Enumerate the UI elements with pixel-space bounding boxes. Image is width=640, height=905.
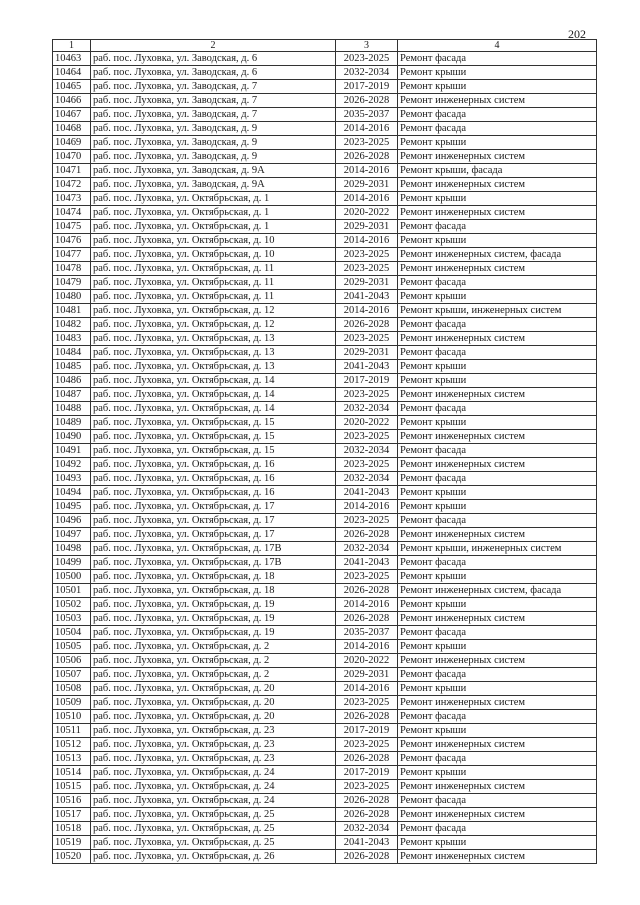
address-cell: раб. пос. Луховка, ул. Октябрьская, д. 15 — [91, 444, 336, 458]
work-type-cell: Ремонт фасада — [398, 822, 597, 836]
work-type-cell: Ремонт фасада — [398, 444, 597, 458]
table-row — [53, 248, 597, 262]
row-number-cell: 10490 — [53, 430, 91, 444]
period-cell: 2029-2031 — [336, 668, 398, 682]
table-row — [53, 822, 597, 836]
address-cell: раб. пос. Луховка, ул. Октябрьская, д. 23 — [91, 752, 336, 766]
row-number-cell: 10479 — [53, 276, 91, 290]
table-row — [53, 402, 597, 416]
work-type-cell: Ремонт инженерных систем — [398, 388, 597, 402]
row-number-cell: 10519 — [53, 836, 91, 850]
row-number-cell: 10464 — [53, 66, 91, 80]
address-cell: раб. пос. Луховка, ул. Октябрьская, д. 19 — [91, 612, 336, 626]
work-type-cell: Ремонт крыши — [398, 682, 597, 696]
period-cell: 2035-2037 — [336, 626, 398, 640]
work-type-cell: Ремонт фасада — [398, 514, 597, 528]
address-cell: раб. пос. Луховка, ул. Октябрьская, д. 1 — [91, 192, 336, 206]
table-row — [53, 724, 597, 738]
period-cell: 2014-2016 — [336, 640, 398, 654]
table-row — [53, 136, 597, 150]
header-cell-3: 3 — [336, 40, 398, 52]
work-type-cell: Ремонт инженерных систем — [398, 654, 597, 668]
row-number-cell: 10476 — [53, 234, 91, 248]
work-type-cell: Ремонт инженерных систем — [398, 528, 597, 542]
period-cell: 2026-2028 — [336, 808, 398, 822]
period-cell: 2023-2025 — [336, 738, 398, 752]
address-cell: раб. пос. Луховка, ул. Октябрьская, д. 19 — [91, 598, 336, 612]
address-cell: раб. пос. Луховка, ул. Октябрьская, д. 18 — [91, 570, 336, 584]
address-cell: раб. пос. Луховка, ул. Заводская, д. 9А — [91, 164, 336, 178]
table-row — [53, 290, 597, 304]
row-number-cell: 10491 — [53, 444, 91, 458]
row-number-cell: 10481 — [53, 304, 91, 318]
row-number-cell: 10484 — [53, 346, 91, 360]
address-cell: раб. пос. Луховка, ул. Октябрьская, д. 13 — [91, 346, 336, 360]
period-cell: 2020-2022 — [336, 206, 398, 220]
table-row — [53, 416, 597, 430]
table-row — [53, 500, 597, 514]
address-cell: раб. пос. Луховка, ул. Октябрьская, д. 17 — [91, 528, 336, 542]
row-number-cell: 10465 — [53, 80, 91, 94]
period-cell: 2041-2043 — [336, 486, 398, 500]
address-cell: раб. пос. Луховка, ул. Октябрьская, д. 16 — [91, 458, 336, 472]
work-type-cell: Ремонт крыши — [398, 290, 597, 304]
period-cell: 2041-2043 — [336, 836, 398, 850]
row-number-cell: 10485 — [53, 360, 91, 374]
row-number-cell: 10506 — [53, 654, 91, 668]
work-type-cell: Ремонт фасада — [398, 668, 597, 682]
period-cell: 2026-2028 — [336, 850, 398, 864]
work-type-cell: Ремонт крыши — [398, 724, 597, 738]
work-type-cell: Ремонт крыши — [398, 66, 597, 80]
period-cell: 2014-2016 — [336, 598, 398, 612]
repair-schedule-table — [52, 39, 597, 864]
header-cell-1: 1 — [53, 40, 91, 52]
row-number-cell: 10470 — [53, 150, 91, 164]
table-row — [53, 150, 597, 164]
header-row — [53, 40, 597, 52]
address-cell: раб. пос. Луховка, ул. Октябрьская, д. 2 — [91, 654, 336, 668]
period-cell: 2020-2022 — [336, 654, 398, 668]
address-cell: раб. пос. Луховка, ул. Октябрьская, д. 11 — [91, 276, 336, 290]
period-cell: 2026-2028 — [336, 612, 398, 626]
row-number-cell: 10509 — [53, 696, 91, 710]
address-cell: раб. пос. Луховка, ул. Октябрьская, д. 17 — [91, 514, 336, 528]
work-type-cell: Ремонт фасада — [398, 794, 597, 808]
address-cell: раб. пос. Луховка, ул. Октябрьская, д. 10 — [91, 234, 336, 248]
period-cell: 2041-2043 — [336, 290, 398, 304]
period-cell: 2017-2019 — [336, 724, 398, 738]
row-number-cell: 10511 — [53, 724, 91, 738]
address-cell: раб. пос. Луховка, ул. Заводская, д. 7 — [91, 94, 336, 108]
row-number-cell: 10513 — [53, 752, 91, 766]
row-number-cell: 10496 — [53, 514, 91, 528]
period-cell: 2020-2022 — [336, 416, 398, 430]
address-cell: раб. пос. Луховка, ул. Заводская, д. 9 — [91, 150, 336, 164]
work-type-cell: Ремонт инженерных систем — [398, 206, 597, 220]
period-cell: 2023-2025 — [336, 780, 398, 794]
address-cell: раб. пос. Луховка, ул. Заводская, д. 6 — [91, 52, 336, 66]
work-type-cell: Ремонт крыши — [398, 360, 597, 374]
row-number-cell: 10487 — [53, 388, 91, 402]
row-number-cell: 10505 — [53, 640, 91, 654]
period-cell: 2029-2031 — [336, 346, 398, 360]
table-row — [53, 850, 597, 864]
work-type-cell: Ремонт крыши — [398, 500, 597, 514]
row-number-cell: 10478 — [53, 262, 91, 276]
period-cell: 2014-2016 — [336, 164, 398, 178]
address-cell: раб. пос. Луховка, ул. Октябрьская, д. 13 — [91, 360, 336, 374]
work-type-cell: Ремонт фасада — [398, 276, 597, 290]
address-cell: раб. пос. Луховка, ул. Октябрьская, д. 19 — [91, 626, 336, 640]
row-number-cell: 10516 — [53, 794, 91, 808]
address-cell: раб. пос. Луховка, ул. Октябрьская, д. 11 — [91, 262, 336, 276]
address-cell: раб. пос. Луховка, ул. Октябрьская, д. 20 — [91, 682, 336, 696]
address-cell: раб. пос. Луховка, ул. Октябрьская, д. 12 — [91, 304, 336, 318]
row-number-cell: 10507 — [53, 668, 91, 682]
table-row — [53, 318, 597, 332]
period-cell: 2026-2028 — [336, 528, 398, 542]
period-cell: 2032-2034 — [336, 402, 398, 416]
table-row — [53, 346, 597, 360]
address-cell: раб. пос. Луховка, ул. Октябрьская, д. 20 — [91, 696, 336, 710]
period-cell: 2026-2028 — [336, 150, 398, 164]
period-cell: 2014-2016 — [336, 122, 398, 136]
address-cell: раб. пос. Луховка, ул. Октябрьская, д. 14 — [91, 374, 336, 388]
table-row — [53, 304, 597, 318]
table-row — [53, 654, 597, 668]
work-type-cell: Ремонт крыши — [398, 192, 597, 206]
address-cell: раб. пос. Луховка, ул. Октябрьская, д. 1 — [91, 220, 336, 234]
table-row — [53, 262, 597, 276]
table-row — [53, 612, 597, 626]
period-cell: 2032-2034 — [336, 66, 398, 80]
table-body — [53, 40, 597, 864]
row-number-cell: 10463 — [53, 52, 91, 66]
table-row — [53, 668, 597, 682]
period-cell: 2041-2043 — [336, 360, 398, 374]
address-cell: раб. пос. Луховка, ул. Заводская, д. 9 — [91, 136, 336, 150]
period-cell: 2014-2016 — [336, 500, 398, 514]
table-row — [53, 178, 597, 192]
row-number-cell: 10489 — [53, 416, 91, 430]
work-type-cell: Ремонт фасада — [398, 710, 597, 724]
work-type-cell: Ремонт фасада — [398, 402, 597, 416]
work-type-cell: Ремонт инженерных систем — [398, 850, 597, 864]
row-number-cell: 10477 — [53, 248, 91, 262]
table-row — [53, 122, 597, 136]
row-number-cell: 10469 — [53, 136, 91, 150]
row-number-cell: 10475 — [53, 220, 91, 234]
table-row — [53, 360, 597, 374]
period-cell: 2023-2025 — [336, 332, 398, 346]
table-row — [53, 108, 597, 122]
period-cell: 2014-2016 — [336, 304, 398, 318]
table-row — [53, 836, 597, 850]
address-cell: раб. пос. Луховка, ул. Октябрьская, д. 25 — [91, 836, 336, 850]
address-cell: раб. пос. Луховка, ул. Октябрьская, д. 15 — [91, 416, 336, 430]
period-cell: 2023-2025 — [336, 388, 398, 402]
table-row — [53, 220, 597, 234]
address-cell: раб. пос. Луховка, ул. Октябрьская, д. 15 — [91, 430, 336, 444]
address-cell: раб. пос. Луховка, ул. Октябрьская, д. 2 — [91, 668, 336, 682]
period-cell: 2023-2025 — [336, 52, 398, 66]
row-number-cell: 10497 — [53, 528, 91, 542]
row-number-cell: 10510 — [53, 710, 91, 724]
row-number-cell: 10467 — [53, 108, 91, 122]
table-row — [53, 556, 597, 570]
row-number-cell: 10495 — [53, 500, 91, 514]
address-cell: раб. пос. Луховка, ул. Октябрьская, д. 18 — [91, 584, 336, 598]
page-number: 202 — [568, 27, 586, 41]
table-row — [53, 206, 597, 220]
period-cell: 2014-2016 — [336, 234, 398, 248]
address-cell: раб. пос. Луховка, ул. Октябрьская, д. 11 — [91, 290, 336, 304]
work-type-cell: Ремонт фасада — [398, 108, 597, 122]
address-cell: раб. пос. Луховка, ул. Октябрьская, д. 14 — [91, 402, 336, 416]
row-number-cell: 10473 — [53, 192, 91, 206]
table-row — [53, 458, 597, 472]
row-number-cell: 10504 — [53, 626, 91, 640]
table-row — [53, 388, 597, 402]
row-number-cell: 10480 — [53, 290, 91, 304]
work-type-cell: Ремонт инженерных систем — [398, 696, 597, 710]
row-number-cell: 10472 — [53, 178, 91, 192]
work-type-cell: Ремонт инженерных систем — [398, 430, 597, 444]
work-type-cell: Ремонт фасада — [398, 626, 597, 640]
row-number-cell: 10502 — [53, 598, 91, 612]
period-cell: 2023-2025 — [336, 696, 398, 710]
table-row — [53, 52, 597, 66]
period-cell: 2023-2025 — [336, 570, 398, 584]
address-cell: раб. пос. Луховка, ул. Октябрьская, д. 26 — [91, 850, 336, 864]
work-type-cell: Ремонт крыши — [398, 234, 597, 248]
work-type-cell: Ремонт крыши, фасада — [398, 164, 597, 178]
row-number-cell: 10486 — [53, 374, 91, 388]
address-cell: раб. пос. Луховка, ул. Октябрьская, д. 24 — [91, 766, 336, 780]
work-type-cell: Ремонт фасада — [398, 220, 597, 234]
period-cell: 2017-2019 — [336, 766, 398, 780]
work-type-cell: Ремонт инженерных систем — [398, 738, 597, 752]
address-cell: раб. пос. Луховка, ул. Октябрьская, д. 2 — [91, 640, 336, 654]
table-row — [53, 332, 597, 346]
address-cell: раб. пос. Луховка, ул. Октябрьская, д. 20 — [91, 710, 336, 724]
row-number-cell: 10498 — [53, 542, 91, 556]
work-type-cell: Ремонт крыши — [398, 598, 597, 612]
address-cell: раб. пос. Луховка, ул. Заводская, д. 7 — [91, 80, 336, 94]
address-cell: раб. пос. Луховка, ул. Заводская, д. 9А — [91, 178, 336, 192]
row-number-cell: 10501 — [53, 584, 91, 598]
table-row — [53, 94, 597, 108]
address-cell: раб. пос. Луховка, ул. Октябрьская, д. 16 — [91, 472, 336, 486]
work-type-cell: Ремонт инженерных систем, фасада — [398, 248, 597, 262]
period-cell: 2029-2031 — [336, 276, 398, 290]
table-row — [53, 374, 597, 388]
period-cell: 2017-2019 — [336, 374, 398, 388]
row-number-cell: 10468 — [53, 122, 91, 136]
table-row — [53, 276, 597, 290]
work-type-cell: Ремонт инженерных систем — [398, 94, 597, 108]
table-row — [53, 626, 597, 640]
table-row — [53, 780, 597, 794]
row-number-cell: 10494 — [53, 486, 91, 500]
work-type-cell: Ремонт крыши, инженерных систем — [398, 542, 597, 556]
work-type-cell: Ремонт инженерных систем — [398, 458, 597, 472]
row-number-cell: 10466 — [53, 94, 91, 108]
period-cell: 2023-2025 — [336, 262, 398, 276]
table-row — [53, 234, 597, 248]
row-number-cell: 10503 — [53, 612, 91, 626]
address-cell: раб. пос. Луховка, ул. Октябрьская, д. 25 — [91, 822, 336, 836]
period-cell: 2032-2034 — [336, 444, 398, 458]
work-type-cell: Ремонт крыши — [398, 570, 597, 584]
address-cell: раб. пос. Луховка, ул. Заводская, д. 7 — [91, 108, 336, 122]
address-cell: раб. пос. Луховка, ул. Октябрьская, д. 23 — [91, 724, 336, 738]
work-type-cell: Ремонт крыши — [398, 80, 597, 94]
table-row — [53, 528, 597, 542]
period-cell: 2029-2031 — [336, 178, 398, 192]
table-row — [53, 710, 597, 724]
work-type-cell: Ремонт крыши — [398, 136, 597, 150]
table-row — [53, 696, 597, 710]
work-type-cell: Ремонт инженерных систем — [398, 808, 597, 822]
table-row — [53, 794, 597, 808]
period-cell: 2026-2028 — [336, 752, 398, 766]
table-row — [53, 808, 597, 822]
table-row — [53, 430, 597, 444]
work-type-cell: Ремонт фасада — [398, 52, 597, 66]
address-cell: раб. пос. Луховка, ул. Октябрьская, д. 1 — [91, 206, 336, 220]
address-cell: раб. пос. Луховка, ул. Октябрьская, д. 10 — [91, 248, 336, 262]
row-number-cell: 10499 — [53, 556, 91, 570]
table-row — [53, 472, 597, 486]
table-row — [53, 584, 597, 598]
period-cell: 2032-2034 — [336, 822, 398, 836]
work-type-cell: Ремонт фасада — [398, 472, 597, 486]
row-number-cell: 10520 — [53, 850, 91, 864]
address-cell: раб. пос. Луховка, ул. Октябрьская, д. 14 — [91, 388, 336, 402]
table-row — [53, 752, 597, 766]
address-cell: раб. пос. Луховка, ул. Октябрьская, д. 24 — [91, 794, 336, 808]
work-type-cell: Ремонт инженерных систем — [398, 612, 597, 626]
work-type-cell: Ремонт крыши — [398, 836, 597, 850]
table-row — [53, 542, 597, 556]
address-cell: раб. пос. Луховка, ул. Октябрьская, д. 25 — [91, 808, 336, 822]
row-number-cell: 10492 — [53, 458, 91, 472]
row-number-cell: 10512 — [53, 738, 91, 752]
work-type-cell: Ремонт крыши — [398, 640, 597, 654]
work-type-cell: Ремонт крыши, инженерных систем — [398, 304, 597, 318]
work-type-cell: Ремонт фасада — [398, 122, 597, 136]
work-type-cell: Ремонт инженерных систем — [398, 262, 597, 276]
work-type-cell: Ремонт инженерных систем — [398, 150, 597, 164]
table-row — [53, 682, 597, 696]
period-cell: 2029-2031 — [336, 220, 398, 234]
table-row — [53, 598, 597, 612]
row-number-cell: 10493 — [53, 472, 91, 486]
period-cell: 2014-2016 — [336, 682, 398, 696]
row-number-cell: 10508 — [53, 682, 91, 696]
work-type-cell: Ремонт крыши — [398, 416, 597, 430]
address-cell: раб. пос. Луховка, ул. Октябрьская, д. 17 — [91, 500, 336, 514]
period-cell: 2023-2025 — [336, 430, 398, 444]
address-cell: раб. пос. Луховка, ул. Октябрьская, д. 17В — [91, 542, 336, 556]
header-cell-4: 4 — [398, 40, 597, 52]
period-cell: 2026-2028 — [336, 584, 398, 598]
address-cell: раб. пос. Луховка, ул. Октябрьская, д. 24 — [91, 780, 336, 794]
table-row — [53, 514, 597, 528]
row-number-cell: 10518 — [53, 822, 91, 836]
work-type-cell: Ремонт фасада — [398, 346, 597, 360]
table-row — [53, 738, 597, 752]
period-cell: 2026-2028 — [336, 318, 398, 332]
period-cell: 2026-2028 — [336, 94, 398, 108]
work-type-cell: Ремонт инженерных систем — [398, 178, 597, 192]
work-type-cell: Ремонт крыши — [398, 766, 597, 780]
table-row — [53, 66, 597, 80]
address-cell: раб. пос. Луховка, ул. Октябрьская, д. 12 — [91, 318, 336, 332]
address-cell: раб. пос. Луховка, ул. Октябрьская, д. 13 — [91, 332, 336, 346]
address-cell: раб. пос. Луховка, ул. Заводская, д. 6 — [91, 66, 336, 80]
work-type-cell: Ремонт крыши — [398, 486, 597, 500]
period-cell: 2026-2028 — [336, 794, 398, 808]
address-cell: раб. пос. Луховка, ул. Октябрьская, д. 23 — [91, 738, 336, 752]
table-row — [53, 164, 597, 178]
work-type-cell: Ремонт крыши — [398, 374, 597, 388]
period-cell: 2026-2028 — [336, 710, 398, 724]
period-cell: 2023-2025 — [336, 458, 398, 472]
period-cell: 2032-2034 — [336, 542, 398, 556]
work-type-cell: Ремонт инженерных систем — [398, 780, 597, 794]
work-type-cell: Ремонт фасада — [398, 556, 597, 570]
period-cell: 2041-2043 — [336, 556, 398, 570]
period-cell: 2032-2034 — [336, 472, 398, 486]
work-type-cell: Ремонт фасада — [398, 752, 597, 766]
row-number-cell: 10515 — [53, 780, 91, 794]
address-cell: раб. пос. Луховка, ул. Октябрьская, д. 16 — [91, 486, 336, 500]
row-number-cell: 10483 — [53, 332, 91, 346]
work-type-cell: Ремонт инженерных систем — [398, 332, 597, 346]
row-number-cell: 10474 — [53, 206, 91, 220]
table-row — [53, 640, 597, 654]
period-cell: 2023-2025 — [336, 248, 398, 262]
period-cell: 2014-2016 — [336, 192, 398, 206]
table-row — [53, 192, 597, 206]
period-cell: 2023-2025 — [336, 514, 398, 528]
row-number-cell: 10514 — [53, 766, 91, 780]
row-number-cell: 10517 — [53, 808, 91, 822]
table-row — [53, 766, 597, 780]
table-row — [53, 80, 597, 94]
row-number-cell: 10482 — [53, 318, 91, 332]
address-cell: раб. пос. Луховка, ул. Октябрьская, д. 17В — [91, 556, 336, 570]
work-type-cell: Ремонт инженерных систем, фасада — [398, 584, 597, 598]
period-cell: 2035-2037 — [336, 108, 398, 122]
row-number-cell: 10500 — [53, 570, 91, 584]
row-number-cell: 10488 — [53, 402, 91, 416]
header-cell-2: 2 — [91, 40, 336, 52]
table-row — [53, 486, 597, 500]
table-row — [53, 570, 597, 584]
period-cell: 2023-2025 — [336, 136, 398, 150]
period-cell: 2017-2019 — [336, 80, 398, 94]
table-row — [53, 444, 597, 458]
address-cell: раб. пос. Луховка, ул. Заводская, д. 9 — [91, 122, 336, 136]
work-type-cell: Ремонт фасада — [398, 318, 597, 332]
row-number-cell: 10471 — [53, 164, 91, 178]
